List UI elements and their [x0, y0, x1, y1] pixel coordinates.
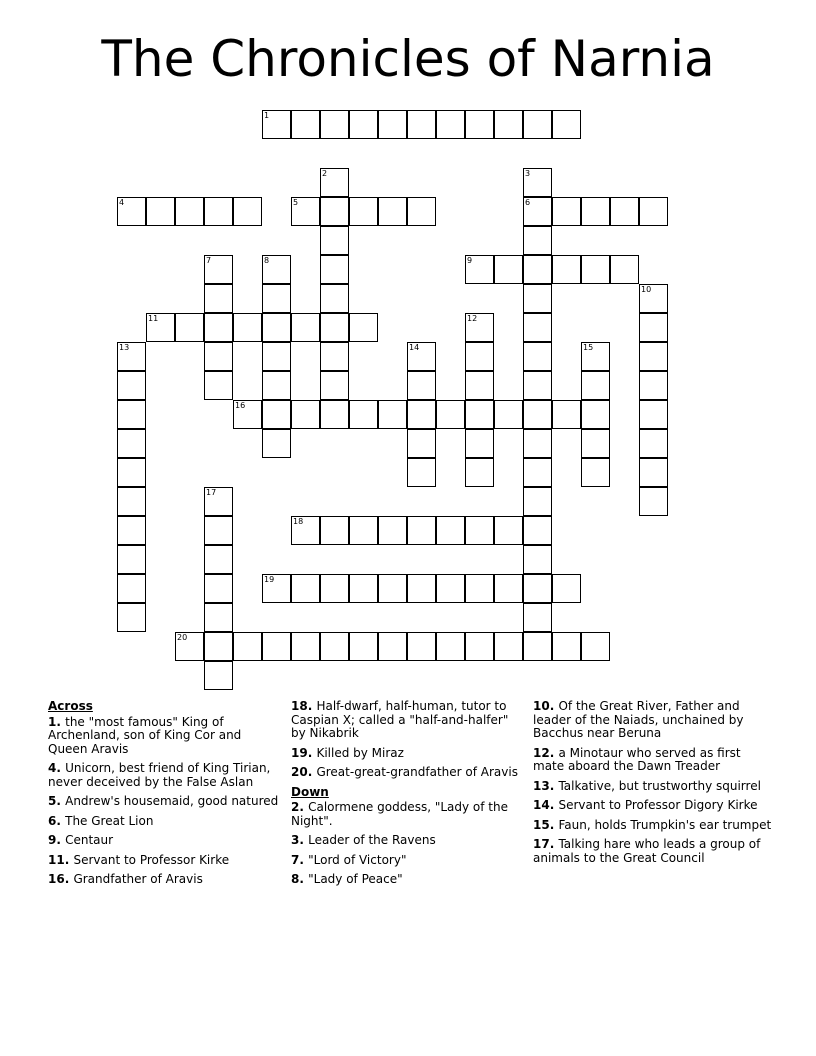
- cell-number: 13: [119, 343, 130, 352]
- grid-cell[interactable]: [378, 110, 407, 139]
- grid-cell[interactable]: [204, 371, 233, 400]
- grid-cell[interactable]: [436, 574, 465, 603]
- clue-down-10: 10. Of the Great River, Father and leader of the Naiads, unchained by Bacchus near Beruna: [533, 699, 744, 740]
- grid-cell[interactable]: [378, 574, 407, 603]
- grid-cell[interactable]: [494, 110, 523, 139]
- grid-cell[interactable]: [262, 429, 291, 458]
- cell-number: 16: [235, 401, 246, 410]
- grid-cell[interactable]: [436, 110, 465, 139]
- grid-cell[interactable]: [465, 342, 494, 371]
- grid-cell[interactable]: [610, 197, 639, 226]
- grid-cell[interactable]: [581, 255, 610, 284]
- grid-cell[interactable]: [233, 400, 262, 429]
- grid-cell[interactable]: [436, 516, 465, 545]
- grid-cell[interactable]: [262, 574, 291, 603]
- grid-cell[interactable]: [465, 110, 494, 139]
- grid-cell[interactable]: [204, 342, 233, 371]
- clues-column-2: [291, 700, 526, 893]
- cell-number: 4: [119, 198, 125, 207]
- grid-cell[interactable]: [291, 574, 320, 603]
- grid-cell[interactable]: [117, 487, 146, 516]
- grid-cell[interactable]: [117, 603, 146, 632]
- grid-cell[interactable]: [291, 516, 320, 545]
- grid-cell[interactable]: [639, 284, 668, 313]
- cell-number: 6: [525, 198, 531, 207]
- grid-cell[interactable]: [581, 371, 610, 400]
- grid-cell[interactable]: [523, 284, 552, 313]
- grid-cell[interactable]: [523, 226, 552, 255]
- cell-number: 10: [641, 285, 652, 294]
- grid-cell[interactable]: [523, 400, 552, 429]
- grid-cell[interactable]: [581, 400, 610, 429]
- grid-cell[interactable]: [117, 429, 146, 458]
- grid-cell[interactable]: [523, 574, 552, 603]
- grid-cell[interactable]: [204, 487, 233, 516]
- clue-across-4: 4. Unicorn, best friend of King Tirian, never deceived by the False Aslan: [48, 761, 271, 789]
- cell-number: 7: [206, 256, 212, 265]
- grid-cell[interactable]: [639, 400, 668, 429]
- grid-cell[interactable]: [552, 255, 581, 284]
- clue-across-9: 9. Centaur: [48, 833, 114, 847]
- grid-cell[interactable]: [233, 632, 262, 661]
- grid-cell[interactable]: [117, 400, 146, 429]
- grid-cell[interactable]: [407, 342, 436, 371]
- grid-cell[interactable]: [552, 197, 581, 226]
- cell-number: 12: [467, 314, 478, 323]
- clue-down-17: 17. Talking hare who leads a group of animals to the Great Council: [533, 837, 761, 865]
- grid-cell[interactable]: [523, 487, 552, 516]
- clue-across-18: 18. Half-dwarf, half-human, tutor to Caspian X; called a "half-and-halfer" by Nikabrik: [291, 699, 509, 740]
- grid-cell[interactable]: [349, 516, 378, 545]
- grid-cell[interactable]: [552, 574, 581, 603]
- cell-number: 19: [264, 575, 275, 584]
- grid-cell[interactable]: [378, 516, 407, 545]
- grid-cell[interactable]: [175, 632, 204, 661]
- grid-cell[interactable]: [262, 284, 291, 313]
- clue-across-20: 20. Great-great-grandfather of Aravis: [291, 765, 518, 779]
- grid-cell[interactable]: [494, 632, 523, 661]
- clue-across-16: 16. Grandfather of Aravis: [48, 872, 203, 886]
- grid-cell[interactable]: [262, 400, 291, 429]
- cell-number: 11: [148, 314, 159, 323]
- grid-cell[interactable]: [436, 632, 465, 661]
- cell-number: 17: [206, 488, 217, 497]
- grid-cell[interactable]: [523, 429, 552, 458]
- cell-number: 8: [264, 256, 270, 265]
- grid-cell[interactable]: [494, 574, 523, 603]
- grid-cell[interactable]: [349, 110, 378, 139]
- grid-cell[interactable]: [581, 458, 610, 487]
- grid-cell[interactable]: [407, 429, 436, 458]
- grid-cell[interactable]: [639, 313, 668, 342]
- clue-across-1: 1. the "most famous" King of Archenland, son of King Cor and Queen Aravis: [48, 714, 242, 756]
- grid-cell[interactable]: [146, 197, 175, 226]
- grid-cell[interactable]: [233, 197, 262, 226]
- grid-cell[interactable]: [407, 516, 436, 545]
- grid-cell[interactable]: [291, 400, 320, 429]
- clue-down-2: 2. Calormene goddess, "Lady of the Night".: [291, 800, 508, 828]
- grid-cell[interactable]: [639, 487, 668, 516]
- cell-number: 14: [409, 343, 420, 352]
- grid-cell[interactable]: [465, 429, 494, 458]
- grid-cell[interactable]: [262, 632, 291, 661]
- grid-cell[interactable]: [465, 516, 494, 545]
- grid-cell[interactable]: [407, 371, 436, 400]
- grid-cell[interactable]: [552, 400, 581, 429]
- grid-cell[interactable]: [639, 429, 668, 458]
- grid-cell[interactable]: [204, 197, 233, 226]
- clue-down-12: 12. a Minotaur who served as first mate aboard the Dawn Treader: [533, 745, 741, 773]
- grid-cell[interactable]: [523, 545, 552, 574]
- grid-cell[interactable]: [523, 458, 552, 487]
- grid-cell[interactable]: [407, 197, 436, 226]
- grid-cell[interactable]: [523, 168, 552, 197]
- grid-cell[interactable]: [291, 197, 320, 226]
- grid-cell[interactable]: [320, 226, 349, 255]
- grid-cell[interactable]: [465, 632, 494, 661]
- grid-cell[interactable]: [581, 632, 610, 661]
- grid-cell[interactable]: [262, 110, 291, 139]
- grid-cell[interactable]: [639, 371, 668, 400]
- grid-cell[interactable]: [523, 603, 552, 632]
- clue-across-19: 19. Killed by Miraz: [291, 745, 404, 760]
- grid-cell[interactable]: [175, 313, 204, 342]
- grid-cell[interactable]: [320, 516, 349, 545]
- clue-down-3: 3. Leader of the Ravens: [291, 833, 436, 847]
- grid-cell[interactable]: [204, 603, 233, 632]
- grid-cell[interactable]: [523, 516, 552, 545]
- cell-number: 5: [293, 198, 299, 207]
- cell-number: 9: [467, 256, 473, 265]
- grid-cell[interactable]: [320, 110, 349, 139]
- grid-cell[interactable]: [407, 632, 436, 661]
- grid-cell[interactable]: [465, 255, 494, 284]
- clue-down-14: 14. Servant to Professor Digory Kirke: [533, 798, 758, 812]
- cell-number: 15: [583, 343, 594, 352]
- grid-cell[interactable]: [320, 574, 349, 603]
- grid-cell[interactable]: [204, 516, 233, 545]
- grid-cell[interactable]: [494, 255, 523, 284]
- grid-cell[interactable]: [378, 197, 407, 226]
- grid-cell[interactable]: [378, 400, 407, 429]
- grid-cell[interactable]: [175, 197, 204, 226]
- grid-cell[interactable]: [262, 342, 291, 371]
- grid-cell[interactable]: [552, 110, 581, 139]
- grid-cell[interactable]: [407, 400, 436, 429]
- grid-cell[interactable]: [204, 313, 233, 342]
- grid-cell[interactable]: [320, 313, 349, 342]
- grid-cell[interactable]: [320, 632, 349, 661]
- grid-cell[interactable]: [349, 313, 378, 342]
- cell-number: 1: [264, 111, 270, 120]
- cell-number: 18: [293, 517, 304, 526]
- grid-cell[interactable]: [204, 545, 233, 574]
- grid-cell[interactable]: [320, 168, 349, 197]
- clue-across-6: 6. The Great Lion: [48, 813, 154, 828]
- grid-cell[interactable]: [204, 284, 233, 313]
- grid-cell[interactable]: [436, 400, 465, 429]
- grid-cell[interactable]: [494, 516, 523, 545]
- grid-cell[interactable]: [407, 110, 436, 139]
- grid-cell[interactable]: [320, 400, 349, 429]
- cell-number: 20: [177, 633, 188, 642]
- grid-cell[interactable]: [465, 574, 494, 603]
- grid-cell[interactable]: [581, 342, 610, 371]
- clue-across-5: 5. Andrew's housemaid, good natured: [48, 794, 279, 808]
- grid-cell[interactable]: [552, 632, 581, 661]
- clue-down-8: 8. "Lady of Peace": [291, 872, 403, 886]
- grid-cell[interactable]: [465, 458, 494, 487]
- grid-cell[interactable]: [610, 255, 639, 284]
- grid-cell[interactable]: [320, 197, 349, 226]
- grid-cell[interactable]: [117, 197, 146, 226]
- grid-cell[interactable]: [262, 255, 291, 284]
- grid-cell[interactable]: [523, 313, 552, 342]
- grid-cell[interactable]: [523, 110, 552, 139]
- grid-cell[interactable]: [465, 400, 494, 429]
- grid-cell[interactable]: [291, 110, 320, 139]
- grid-cell[interactable]: [407, 458, 436, 487]
- grid-cell[interactable]: [349, 574, 378, 603]
- grid-cell[interactable]: [117, 458, 146, 487]
- grid-cell[interactable]: [291, 313, 320, 342]
- grid-cell[interactable]: [523, 255, 552, 284]
- grid-cell[interactable]: [204, 255, 233, 284]
- grid-cell[interactable]: [407, 574, 436, 603]
- grid-cell[interactable]: [291, 632, 320, 661]
- grid-cell[interactable]: [146, 313, 175, 342]
- clue-down-7: 7. "Lord of Victory": [291, 852, 407, 867]
- grid-cell[interactable]: [465, 371, 494, 400]
- grid-cell[interactable]: [581, 429, 610, 458]
- clues-column-1: [48, 700, 283, 893]
- grid-cell[interactable]: [581, 197, 610, 226]
- clue-across-11: 11. Servant to Professor Kirke: [48, 852, 230, 867]
- down-header: Down: [291, 784, 329, 799]
- grid-cell[interactable]: [320, 284, 349, 313]
- grid-cell[interactable]: [233, 313, 262, 342]
- grid-cell[interactable]: [639, 458, 668, 487]
- grid-cell[interactable]: [204, 661, 233, 690]
- clue-down-15: 15. Faun, holds Trumpkin's ear trumpet: [533, 817, 772, 832]
- grid-cell[interactable]: [639, 197, 668, 226]
- grid-cell[interactable]: [320, 371, 349, 400]
- grid-cell[interactable]: [523, 632, 552, 661]
- grid-cell[interactable]: [320, 342, 349, 371]
- grid-cell[interactable]: [494, 400, 523, 429]
- grid-cell[interactable]: [378, 632, 407, 661]
- across-header: Across: [48, 699, 93, 713]
- clue-down-13: 13. Talkative, but trustworthy squirrel: [533, 778, 761, 793]
- grid-cell[interactable]: [349, 197, 378, 226]
- grid-cell[interactable]: [262, 313, 291, 342]
- cell-number: 2: [322, 169, 328, 178]
- grid-cell[interactable]: [117, 342, 146, 371]
- cell-number: 3: [525, 169, 531, 178]
- grid-cell[interactable]: [465, 313, 494, 342]
- page-title: The Chronicles of Narnia: [101, 30, 715, 88]
- grid-cell[interactable]: [117, 574, 146, 603]
- grid-cell[interactable]: [262, 371, 291, 400]
- grid-cell[interactable]: [523, 197, 552, 226]
- grid-cell[interactable]: [204, 632, 233, 661]
- grid-cell[interactable]: [349, 400, 378, 429]
- grid-cell[interactable]: [523, 342, 552, 371]
- grid-cell[interactable]: [117, 516, 146, 545]
- grid-cell[interactable]: [639, 342, 668, 371]
- grid-cell[interactable]: [204, 574, 233, 603]
- grid-cell[interactable]: [523, 371, 552, 400]
- grid-cell[interactable]: [117, 371, 146, 400]
- grid-cell[interactable]: [117, 545, 146, 574]
- grid-cell[interactable]: [320, 255, 349, 284]
- clues-column-3: [533, 700, 773, 871]
- grid-cell[interactable]: [349, 632, 378, 661]
